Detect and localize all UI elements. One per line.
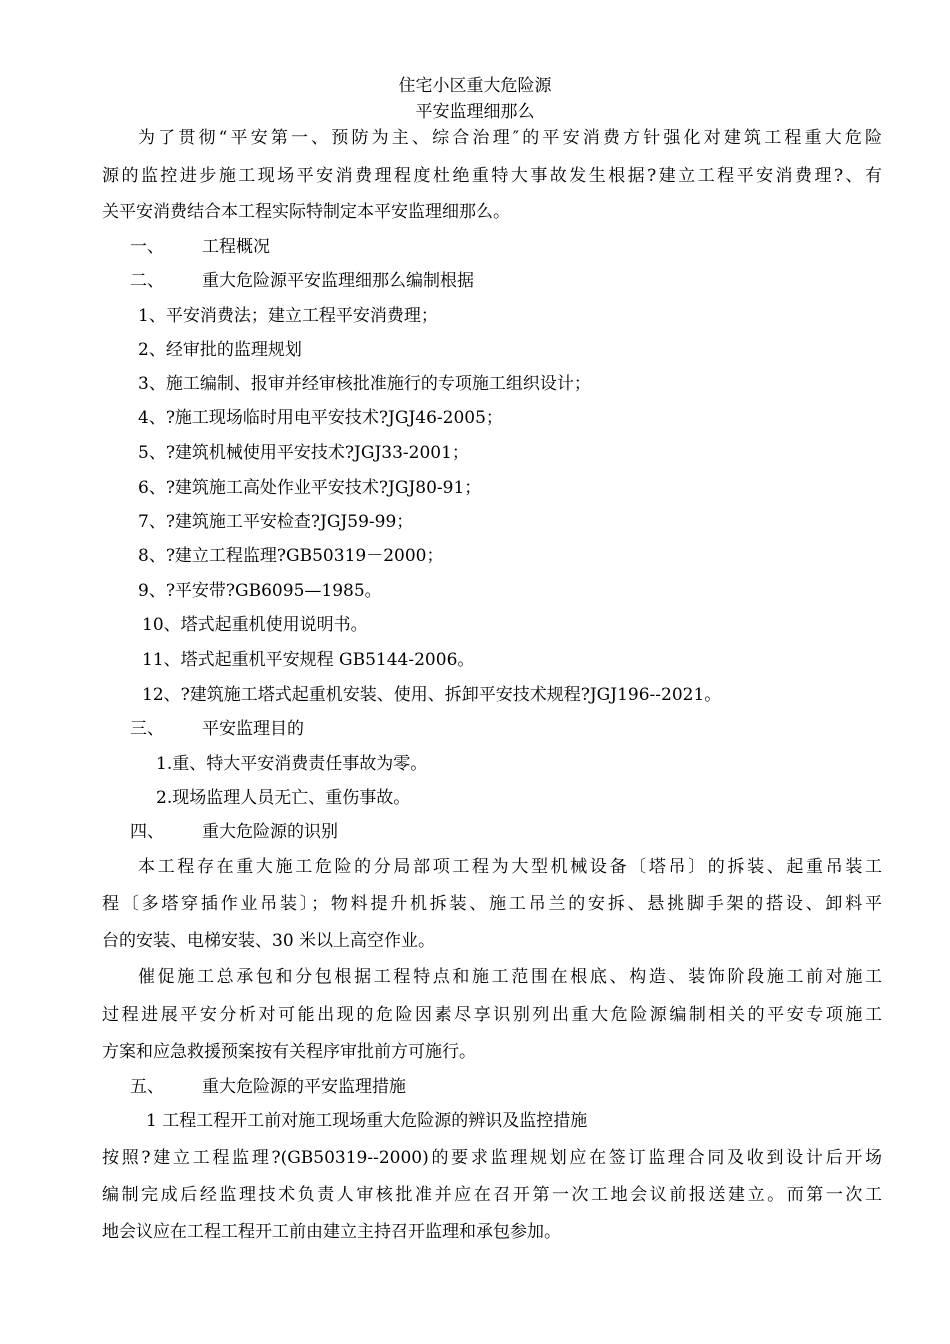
section-number: 三、	[130, 719, 164, 739]
goal-item-1: 1.重、特大平安消费责任事故为零。	[156, 754, 428, 774]
section-heading-4	[130, 820, 338, 844]
section-heading-2	[130, 269, 474, 293]
section-title: 重大危险源的识别	[202, 822, 338, 842]
identification-p2-line-2: 过程进展平安分析对可能出现的危险因素尽享识别列出重大危险源编制相关的平安专项施工	[102, 1005, 882, 1025]
identification-p2-line-3: 方案和应急救援预案按有关程序审批前方可施行。	[102, 1042, 476, 1062]
section-title: 平安监理目的	[202, 719, 304, 739]
basis-item-8: 8、?建立工程监理?GB50319－2000；	[138, 546, 444, 566]
basis-item-1: 1、平安消费法；建立工程平安消费理；	[138, 306, 438, 326]
basis-item-12: 12、?建筑施工塔式起重机安装、使用、拆卸平安技术规程?JGJ196--2021。	[142, 685, 722, 705]
section-heading-5	[130, 1075, 406, 1099]
basis-item-3: 3、施工编制、报审并经审核批准施行的专项施工组织设计；	[138, 374, 591, 394]
basis-item-5: 5、?建筑机械使用平安技术?JGJ33-2001；	[138, 443, 469, 463]
basis-item-4: 4、?施工现场临时用电平安技术?JGJ46-2005；	[138, 408, 503, 428]
identification-p1-line-2: 程〔多塔穿插作业吊装〕；物料提升机拆装、施工吊兰的安拆、悬挑脚手架的搭设、卸料平	[102, 894, 882, 914]
basis-item-7: 7、?建筑施工平安检查?JGJ59-99；	[138, 512, 414, 532]
section-number: 五、	[130, 1077, 164, 1097]
section-heading-3	[130, 717, 304, 741]
intro-line-2: 源的监控进步施工现场平安消费理程度杜绝重特大事故发生根据?建立工程平安消费理?、有	[102, 166, 882, 186]
section-heading-1	[130, 235, 270, 259]
section-number: 一、	[130, 237, 164, 257]
doc-title-line-1: 住宅小区重大危险源	[398, 76, 552, 96]
intro-line-1: 为了贯彻“平安第一、预防为主、综合治理″的平安消费方针强化对建筑工程重大危险	[138, 128, 882, 148]
basis-item-11: 11、塔式起重机平安规程 GB5144-2006。	[142, 650, 475, 670]
identification-p1-line-1: 本工程存在重大施工危险的分局部项工程为大型机械设备〔塔吊〕的拆装、起重吊装工	[138, 857, 882, 877]
basis-item-10: 10、塔式起重机使用说明书。	[142, 615, 368, 635]
measure-1-line-1: 按照?建立工程监理?(GB50319--2000)的要求监理规划应在签订监理合同及收到设计后开场	[102, 1148, 882, 1168]
intro-line-3: 关平安消费结合本工程实际特制定本平安监理细那么。	[102, 202, 510, 222]
basis-item-9: 9、?平安带?GB6095—1985。	[138, 581, 382, 601]
basis-item-2: 2、经审批的监理规划	[138, 340, 302, 360]
doc-title-line-2: 平安监理细那么	[415, 102, 535, 122]
section-title: 工程概况	[202, 237, 270, 257]
measure-1-title: 1 工程工程开工前对施工现场重大危险源的辨识及监控措施	[146, 1111, 588, 1131]
section-number: 四、	[130, 822, 164, 842]
identification-p1-line-3: 台的安装、电梯安装、30 米以上高空作业。	[102, 931, 436, 951]
section-title: 重大危险源平安监理细那么编制根据	[202, 271, 474, 291]
identification-p2-line-1: 催促施工总承包和分包根据工程特点和施工范围在根底、构造、装饰阶段施工前对施工	[138, 967, 882, 987]
measure-1-line-2: 编制完成后经监理技术负责人审核批准并应在召开第一次工地会议前报送建立。而第一次工	[102, 1185, 882, 1205]
goal-item-2: 2.现场监理人员无亡、重伤事故。	[156, 788, 411, 808]
section-title: 重大危险源的平安监理措施	[202, 1077, 406, 1097]
measure-1-line-3: 地会议应在工程工程开工前由建立主持召开监理和承包参加。	[102, 1222, 561, 1242]
basis-item-6: 6、?建筑施工高处作业平安技术?JGJ80-91；	[138, 478, 482, 498]
section-number: 二、	[130, 271, 164, 291]
